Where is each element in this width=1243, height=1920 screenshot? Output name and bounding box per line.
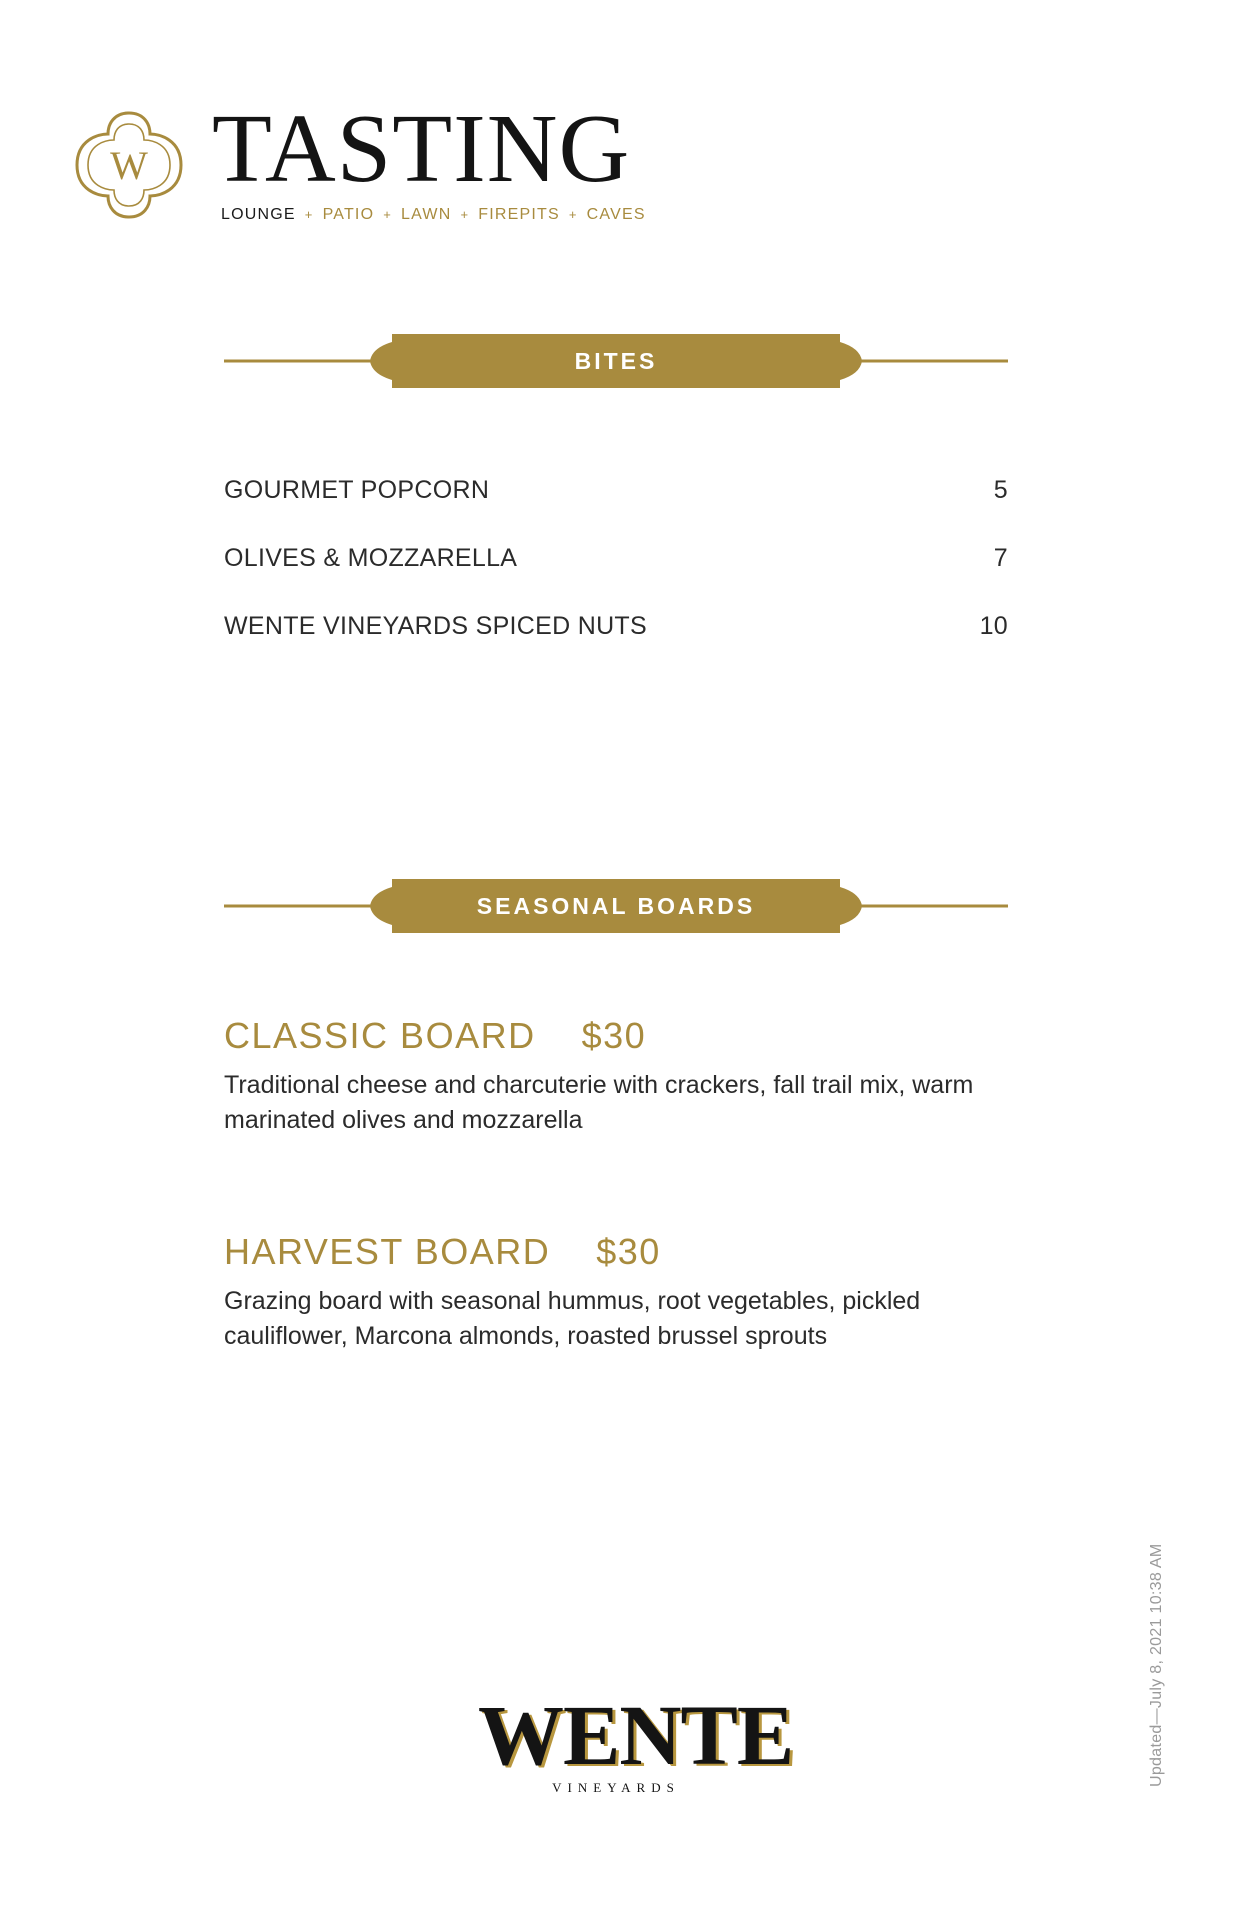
board-item-harvest	[224, 1228, 1024, 1354]
board-price: $30	[581, 1015, 647, 1056]
brand-wordmark: WENTE	[478, 1687, 794, 1783]
wente-logo-icon	[74, 110, 184, 220]
item-name: GOURMET POPCORN	[224, 476, 490, 504]
location-list	[221, 206, 646, 224]
location-caves: CAVES	[586, 206, 646, 223]
board-heading	[224, 1012, 1024, 1060]
separator: +	[383, 207, 393, 222]
boards-section-title: SEASONAL BOARDS	[476, 893, 756, 919]
item-name: OLIVES & MOZZARELLA	[224, 544, 518, 572]
boards-section-banner	[224, 879, 1008, 933]
board-name: HARVEST BOARD	[224, 1231, 551, 1272]
item-price: 5	[993, 476, 1008, 504]
item-name: WENTE VINEYARDS SPICED NUTS	[224, 612, 647, 640]
bites-section-title: BITES	[574, 348, 658, 374]
separator: +	[568, 207, 578, 222]
location-patio: PATIO	[322, 206, 375, 223]
separator: +	[460, 207, 470, 222]
item-price: 7	[993, 544, 1008, 572]
board-item-classic	[224, 1012, 1024, 1138]
board-description: Grazing board with seasonal hummus, root vegetables, pickled cauliflower, Marcona almonds, roasted brussel sprouts	[224, 1287, 921, 1350]
location-lounge: LOUNGE	[221, 206, 296, 223]
board-price: $30	[596, 1231, 661, 1272]
location-firepits: FIREPITS	[478, 206, 560, 223]
list-item	[224, 612, 1008, 680]
board-description: Traditional cheese and charcuterie with crackers, fall trail mix, warm marinated olives and mozzarella	[224, 1071, 974, 1134]
list-item	[224, 476, 1008, 544]
item-price: 10	[979, 612, 1008, 640]
logo-letter: W	[110, 143, 148, 188]
bites-list	[224, 476, 1008, 680]
separator: +	[304, 207, 314, 222]
brand-subtitle: VINEYARDS	[552, 1780, 680, 1795]
location-lawn: LAWN	[401, 206, 452, 223]
bites-section-banner	[224, 334, 1008, 388]
board-heading	[224, 1228, 1024, 1276]
page-title: TASTING	[212, 95, 631, 203]
updated-timestamp: Updated—July 8, 2021 10:38 AM	[1148, 1543, 1165, 1787]
list-item	[224, 544, 1008, 612]
board-name: CLASSIC BOARD	[224, 1015, 536, 1056]
